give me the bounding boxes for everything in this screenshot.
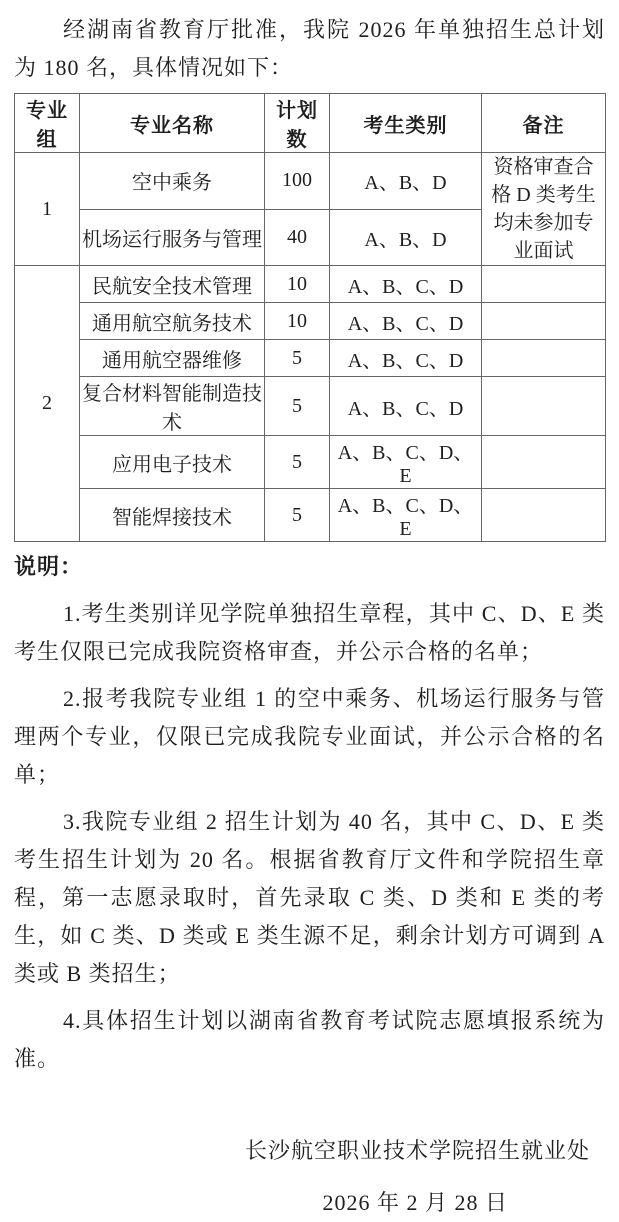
plan-cell: 10	[265, 266, 330, 303]
plan-cell: 10	[265, 303, 330, 340]
category-cell: A、B、C、D、E	[330, 436, 482, 489]
group-cell: 2	[15, 266, 80, 542]
category-cell: A、B、C、D	[330, 303, 482, 340]
major-cell: 机场运行服务与管理	[80, 209, 265, 266]
col-header-remark: 备注	[482, 94, 606, 153]
major-cell: 通用航空器维修	[80, 340, 265, 377]
note-item-3: 3.我院专业组 2 招生计划为 40 名，其中 C、D、E 类考生招生计划为 20 名。根据省教育厅文件和学院招生章程，第一志愿录取时，首先录取 C 类、D 类和 E 类的考生，如 C 类、D 类或 E 类生源不足，剩余计划方可调到 A 类或 B 类招生；	[14, 809, 605, 986]
plan-cell: 5	[265, 340, 330, 377]
signature: 长沙航空职业技术学院招生就业处	[244, 1138, 590, 1163]
major-cell: 通用航空航务技术	[80, 303, 265, 340]
category-cell: A、B、C、D	[330, 340, 482, 377]
table-row	[15, 377, 606, 436]
remark-cell	[482, 303, 606, 340]
note-item-4: 4.具体招生计划以湖南省教育考试院志愿填报系统为准。	[14, 1008, 605, 1071]
col-header-category: 考生类别	[330, 94, 482, 153]
table-row	[15, 303, 606, 340]
col-header-plan: 计划数	[265, 94, 330, 153]
plan-cell: 5	[265, 377, 330, 436]
col-header-group: 专业组	[15, 94, 80, 153]
table-row	[15, 266, 606, 303]
remark-cell: 资格审查合格 D 类考生均未参加专业面试	[482, 153, 606, 266]
table-row	[15, 153, 606, 210]
plan-cell: 100	[265, 153, 330, 210]
category-cell: A、B、C、D、E	[330, 489, 482, 542]
remark-cell	[482, 377, 606, 436]
table-row	[15, 340, 606, 377]
table-header-row	[15, 94, 606, 153]
category-cell: A、B、D	[330, 209, 482, 266]
enrollment-plan-table	[14, 93, 606, 542]
table-row	[15, 489, 606, 542]
plan-cell: 40	[265, 209, 330, 266]
table-row	[15, 436, 606, 489]
remark-cell	[482, 340, 606, 377]
major-cell: 复合材料智能制造技术	[80, 377, 265, 436]
category-cell: A、B、D	[330, 153, 482, 210]
remark-cell	[482, 436, 606, 489]
plan-cell: 5	[265, 436, 330, 489]
group-cell: 1	[15, 153, 80, 266]
intro-paragraph: 经湖南省教育厅批准，我院 2026 年单独招生总计划为 180 名，具体情况如下：	[14, 17, 605, 80]
category-cell: A、B、C、D	[330, 266, 482, 303]
remark-cell	[482, 266, 606, 303]
major-cell: 智能焊接技术	[80, 489, 265, 542]
remark-cell	[482, 489, 606, 542]
plan-cell: 5	[265, 489, 330, 542]
col-header-major: 专业名称	[80, 94, 265, 153]
category-cell: A、B、C、D	[330, 377, 482, 436]
notes-heading: 说明：	[14, 554, 84, 579]
date: 2026 年 2 月 28 日	[322, 1190, 508, 1215]
major-cell: 空中乘务	[80, 153, 265, 210]
major-cell: 民航安全技术管理	[80, 266, 265, 303]
major-cell: 应用电子技术	[80, 436, 265, 489]
note-item-1: 1.考生类别详见学院单独招生章程，其中 C、D、E 类考生仅限已完成我院资格审查，并公示合格的名单；	[14, 601, 605, 664]
note-item-2: 2.报考我院专业组 1 的空中乘务、机场运行服务与管理两个专业，仅限已完成我院专业面试，并公示合格的名单；	[14, 686, 605, 787]
